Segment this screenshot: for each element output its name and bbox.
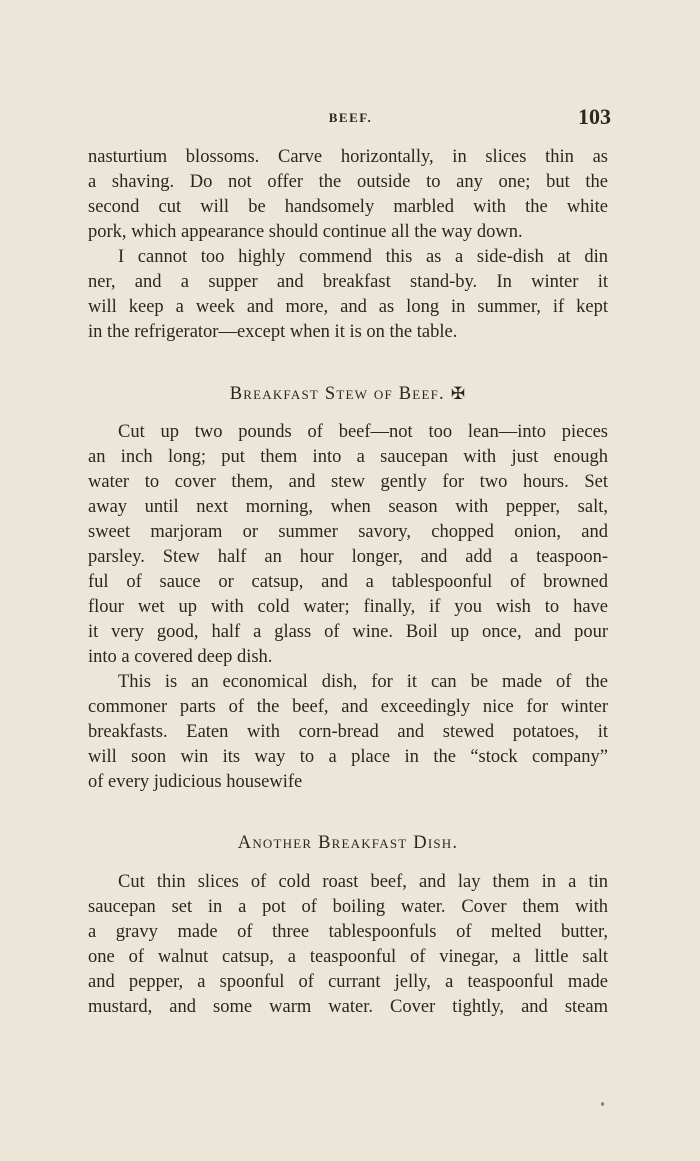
text-line: This is an economical dish, for it can be made of the <box>118 672 608 692</box>
paper-speck <box>601 1102 604 1106</box>
text-line: one of walnut catsup, a teaspoonful of vinegar, a little salt <box>88 947 608 967</box>
page-header <box>88 106 613 132</box>
text-line: and pepper, a spoonful of currant jelly, a teaspoonful made <box>88 972 608 992</box>
recipe-instructions-paragraph <box>88 420 608 670</box>
recipe-title-another-breakfast-dish: Another Breakfast Dish. <box>237 833 459 853</box>
text-line: second cut will be handsomely marbled with the white <box>88 197 608 217</box>
text-line: will keep a week and more, and as long in summer, if kept <box>88 297 608 317</box>
text-line: sweet marjoram or summer savory, chopped onion, and <box>88 522 608 542</box>
text-line: an inch long; put them into a saucepan with just enough <box>88 447 608 467</box>
text-line: of every judicious housewife <box>88 772 303 792</box>
text-line: saucepan set in a pot of boiling water. Cover them with <box>88 897 608 917</box>
running-head: BEEF. <box>328 110 373 125</box>
text-line: mustard, and some warm water. Cover tightly, and steam <box>88 997 608 1017</box>
text-line: breakfasts. Eaten with corn-bread and stewed potatoes, it <box>88 722 608 742</box>
text-line: water to cover them, and stew gently for two hours. Set <box>88 472 608 492</box>
text-line: Cut thin slices of cold roast beef, and lay them in a tin <box>118 872 608 892</box>
text-line: parsley. Stew half an hour longer, and add a teaspoon- <box>88 547 608 567</box>
commendation-paragraph <box>88 245 608 345</box>
page-number: 103 <box>578 104 611 129</box>
text-line: a gravy made of three tablespoonfuls of melted butter, <box>88 922 608 942</box>
recipe-title-text: Breakfast Stew of Beef. <box>229 384 445 404</box>
text-line: nasturtium blossoms. Carve horizontally, in slices thin as <box>88 147 608 167</box>
maltese-cross-icon: ✠ <box>450 384 467 403</box>
recipe-title-breakfast-stew <box>88 381 608 406</box>
text-line: commoner parts of the beef, and exceedingly nice for winter <box>88 697 608 717</box>
text-line: ful of sauce or catsup, and a tablespoonful of browned <box>88 572 608 592</box>
text-line: it very good, half a glass of wine. Boil up once, and pour <box>88 622 608 642</box>
text-line: will soon win its way to a place in the “stock company” <box>88 747 608 767</box>
text-line: away until next morning, when season with pepper, salt, <box>88 497 608 517</box>
text-line: a shaving. Do not offer the outside to any one; but the <box>88 172 608 192</box>
text-line: into a covered deep dish. <box>88 647 273 667</box>
text-line: I cannot too highly commend this as a side-dish at din <box>118 247 608 267</box>
recipe-note-paragraph <box>88 670 608 795</box>
text-line: ner, and a supper and breakfast stand-by. In winter it <box>88 272 608 292</box>
recipe-instructions-paragraph <box>88 870 608 1020</box>
text-line: in the refrigerator—except when it is on the table. <box>88 322 458 342</box>
continued-paragraph <box>88 145 608 245</box>
page-body <box>88 145 608 1020</box>
text-line: flour wet up with cold water; finally, if you wish to have <box>88 597 608 617</box>
text-line: pork, which appearance should continue all the way down. <box>88 222 523 242</box>
text-line: Cut up two pounds of beef—not too lean—into pieces <box>118 422 608 442</box>
